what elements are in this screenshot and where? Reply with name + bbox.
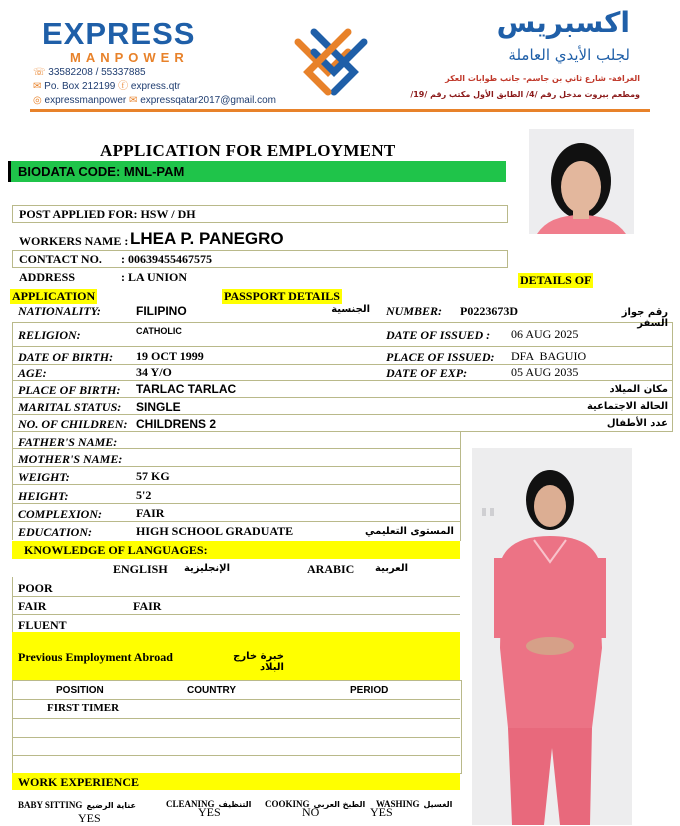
mother-label: MOTHER'S NAME:: [18, 452, 123, 466]
arabic-address-1: الغرافة- شارع ثاني بن جاسم- جانب طوابات العكر: [445, 74, 640, 83]
marital-arabic: الحالة الاجتماعية: [586, 401, 668, 412]
nationality-arabic: الجنسية: [331, 304, 370, 315]
work-item-arabic: الغسيل: [423, 800, 453, 809]
letterhead: [0, 0, 680, 112]
passport-number-value: P0223673D: [460, 304, 518, 318]
details-of-label: DETAILS OF: [520, 273, 592, 287]
arabic-company-name: اكسبريس: [496, 6, 630, 39]
workers-name-label: WORKERS NAME :: [19, 234, 129, 248]
post-applied-box: [12, 205, 508, 223]
arabic-address-2: ومطعم بيروت مدخل رقم /4/ الطابق الأول مكتب رقم /19/: [410, 90, 640, 99]
social-line: ◎ expressmanpower ✉ expressqatar2017@gmail.com: [33, 95, 276, 106]
education-label: EDUCATION:: [18, 525, 93, 539]
contact-label: CONTACT NO.: [19, 252, 102, 266]
header-rule: [30, 109, 650, 112]
complexion-label: COMPLEXION:: [18, 507, 103, 521]
logo-express: EXPRESS: [42, 16, 196, 51]
fluent-label: FLUENT: [18, 618, 67, 632]
passport-number-label: NUMBER:: [386, 304, 443, 318]
fair-label: FAIR: [18, 599, 47, 613]
dob-value: 19 OCT 1999: [136, 349, 204, 363]
headshot-figure: [529, 129, 634, 234]
work-value-cooking: NO: [302, 805, 320, 819]
education-arabic: المستوى التعليمي: [365, 526, 454, 537]
work-item-label: CLEANING: [166, 799, 215, 809]
work-item-arabic: التنظيف: [218, 800, 252, 809]
headshot-photo: [529, 129, 634, 234]
place-issued-value: DFA BAGUIO: [511, 349, 587, 363]
post-applied: POST APPLIED FOR: HSW / DH: [19, 207, 196, 221]
age-label: AGE:: [18, 366, 47, 380]
work-item-baby-sitting: [18, 795, 136, 813]
marital-label: MARITAL STATUS:: [18, 400, 122, 414]
date-exp-label: DATE OF EXP:: [386, 366, 468, 380]
poor-label: POOR: [18, 581, 53, 595]
work-value-cleaning: YES: [198, 805, 221, 819]
education-value: HIGH SCHOOL GRADUATE: [136, 524, 294, 538]
work-item-arabic: عناية الرضيع: [86, 801, 136, 810]
instagram-icon: ◎: [33, 95, 42, 106]
languages-header: KNOWLEDGE OF LANGUAGES:: [24, 543, 208, 557]
pob-arabic: مكان الميلاد: [609, 384, 668, 395]
date-issued-value: 06 AUG 2025: [511, 327, 579, 341]
english-arabic: الإنجليزية: [183, 563, 230, 574]
workers-name: LHEA P. PANEGRO: [130, 229, 284, 248]
application-label: APPLICATION: [12, 289, 96, 303]
address-value: : LA UNION: [121, 270, 188, 284]
passport-details-label: PASSPORT DETAILS: [224, 289, 340, 303]
english-fair-value: FAIR: [133, 599, 162, 613]
previous-employment-arabic: خبرة خارج البلاد: [233, 651, 284, 673]
address-label: ADDRESS: [19, 270, 76, 284]
passport-number-arabic: رقم جواز السفر: [621, 307, 668, 329]
work-value-washing: YES: [370, 805, 393, 819]
contact-block: [33, 66, 276, 108]
nationality-value: FILIPINO: [136, 304, 187, 318]
pob-label: PLACE OF BIRTH:: [18, 383, 121, 397]
work-item-label: WASHING: [376, 799, 420, 809]
date-exp-value: 05 AUG 2035: [511, 365, 579, 379]
previous-employment-bar: [12, 632, 460, 680]
complexion-value: FAIR: [136, 506, 165, 520]
knot-logo-icon: [288, 22, 374, 102]
weight-label: WEIGHT:: [18, 470, 70, 484]
work-experience-header: WORK EXPERIENCE: [18, 775, 140, 789]
contact-value: : 00639455467575: [121, 252, 212, 266]
pobox-line: ✉ Po. Box 212199 ⓕ express.qtr: [33, 81, 181, 92]
col-country: COUNTRY: [187, 685, 237, 696]
english-label: ENGLISH: [113, 562, 168, 576]
children-label: NO. OF CHILDREN:: [18, 417, 128, 431]
col-position: POSITION: [56, 685, 104, 696]
contact-box: [12, 250, 508, 268]
children-value: CHILDRENS 2: [136, 417, 217, 431]
full-body-photo: [472, 448, 632, 825]
biodata-code-bar: BIODATA CODE: MNL-PAM: [8, 161, 506, 182]
date-issued-label: DATE OF ISSUED :: [386, 328, 491, 342]
height-label: HEIGHT:: [18, 489, 69, 503]
work-experience-bar: [12, 773, 460, 790]
children-arabic: عدد الأطفال: [606, 418, 668, 429]
father-label: FATHER'S NAME:: [18, 435, 118, 449]
dob-label: DATE OF BIRTH:: [18, 350, 114, 364]
mailbox-icon: ✉: [33, 81, 42, 92]
arabic-lang-arabic: العربية: [375, 563, 408, 574]
arabic-tagline: لجلب الأيدي العاملة: [508, 46, 630, 64]
age-value: 34 Y/O: [136, 365, 172, 379]
work-item-arabic: الطبخ العربي: [313, 800, 366, 809]
phone-icon: ☏: [33, 67, 46, 78]
marital-value: SINGLE: [136, 400, 181, 414]
full-body-figure: [472, 448, 632, 825]
work-value-baby-sitting: YES: [78, 811, 101, 825]
religion-label: RELIGION:: [18, 328, 81, 342]
work-item-label: COOKING: [265, 799, 310, 809]
first-timer: FIRST TIMER: [47, 702, 120, 714]
logo-manpower: MANPOWER: [70, 50, 189, 65]
arabic-lang-label: ARABIC: [307, 562, 355, 576]
religion-value: CATHOLIC: [136, 326, 182, 336]
previous-employment-label: Previous Employment Abroad: [18, 650, 173, 664]
height-value: 5'2: [136, 488, 152, 502]
facebook-icon: ⓕ: [118, 81, 129, 92]
work-item-label: BABY SITTING: [18, 800, 83, 810]
col-period: PERIOD: [350, 685, 389, 696]
pob-value: TARLAC TARLAC: [136, 382, 237, 396]
languages-header-bar: [12, 541, 460, 559]
email-icon: ✉: [129, 95, 138, 106]
nationality-label: NATIONALITY:: [18, 304, 101, 318]
place-issued-label: PLACE OF ISSUED:: [386, 350, 495, 364]
weight-value: 57 KG: [136, 469, 170, 483]
phone-line: ☏ 33582208 / 55337885: [33, 67, 146, 78]
page-title: APPLICATION FOR EMPLOYMENT: [100, 141, 396, 160]
